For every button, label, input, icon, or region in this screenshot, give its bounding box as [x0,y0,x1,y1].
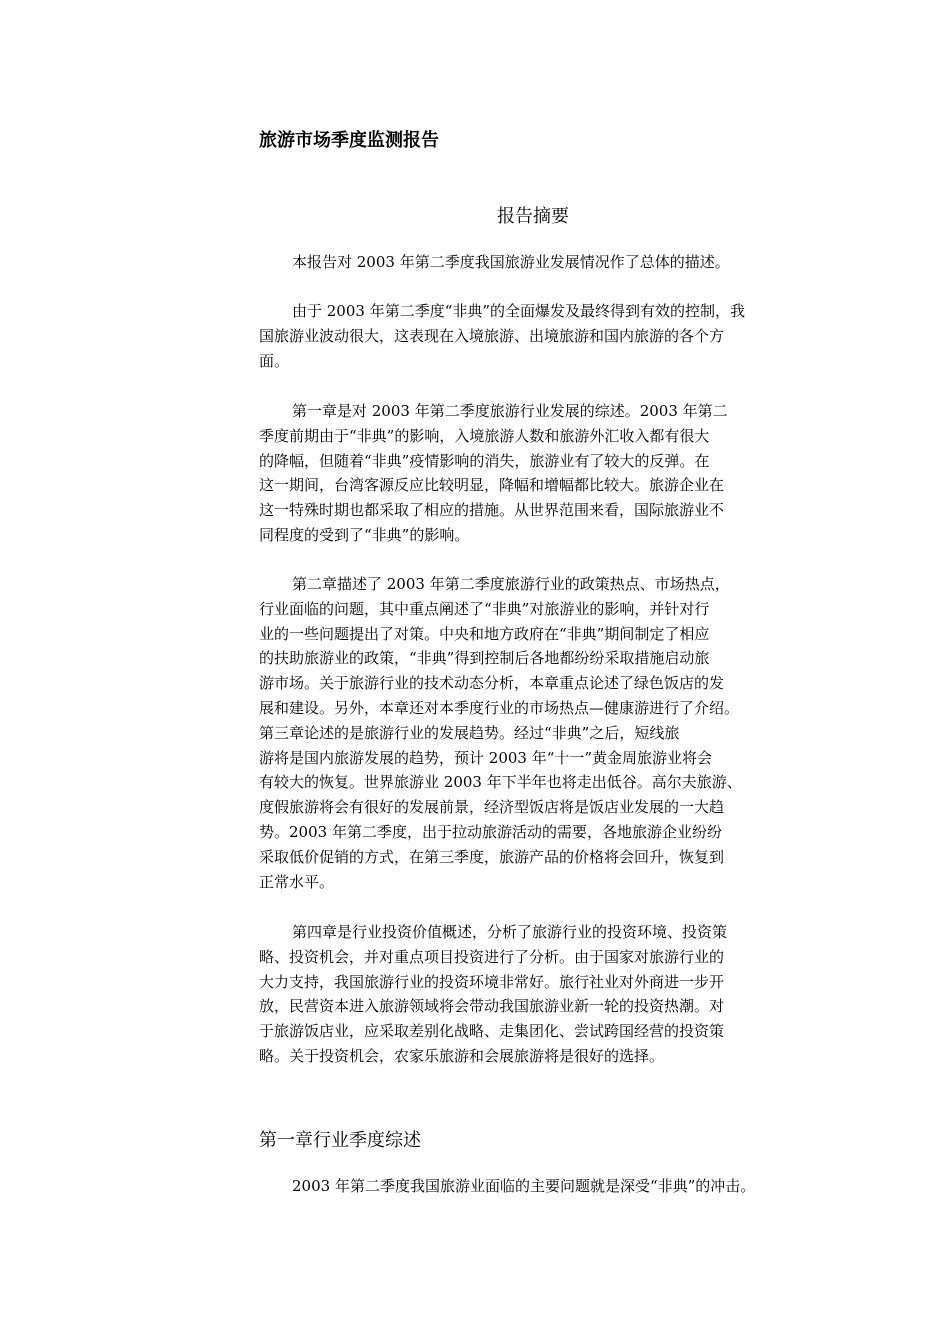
paragraph-line: 季度前期由于“非典”的影响，入境旅游人数和旅游外汇收入都有很大 [259,426,710,445]
paragraph-line: 正常水平。 [259,872,335,891]
paragraph-line: 游将是国内旅游发展的趋势，预计 2003 年“十一”黄金周旅游业将会 [259,748,713,767]
paragraph-line: 大力支持，我国旅游行业的投资环境非常好。旅行社业对外商进一步开 [259,972,725,991]
paragraph-line: 第二章描述了 2003 年第二季度旅游行业的政策热点、市场热点， [292,575,730,593]
paragraph-line: 有较大的恢复。世界旅游业 2003 年下半年也将走出低谷。高尔夫旅游、 [259,773,742,792]
paragraph-line: 第三章论述的是旅游行业的发展趋势。经过“非典”之后，短线旅 [259,723,680,742]
paragraph-line: 本报告对 2003 年第二季度我国旅游业发展情况作了总体的描述。 [292,253,730,271]
paragraph-line: 展和建设。另外，本章还对本季度行业的市场热点—健康游进行了介绍。 [259,698,740,717]
chapter-heading: 第一章行业季度综述 [259,1130,421,1151]
paragraph-line: 采取低价促销的方式，在第三季度，旅游产品的价格将会回升，恢复到 [259,847,725,866]
paragraph-overview [259,299,819,373]
paragraph-line: 第一章是对 2003 年第二季度旅游行业发展的综述。2003 年第二 [292,402,728,420]
paragraph-line: 2003 年第二季度我国旅游业面临的主要问题就是深受“非典”的冲击。 [292,1177,756,1195]
paragraph-line: 面。 [259,351,290,370]
paragraph-line: 这一特殊时期也都采取了相应的措施。从世界范围来看，国际旅游业不 [259,501,725,520]
paragraph-line: 业的一些问题提出了对策。中央和地方政府在“非典”期间制定了相应 [259,624,710,643]
paragraph-line: 势。2003 年第二季度，出于拉动旅游活动的需要，各地旅游企业纷纷 [259,822,722,841]
paragraph-line: 第四章是行业投资价值概述，分析了旅游行业的投资环境、投资策 [292,923,728,941]
paragraph-line: 行业面临的问题，其中重点阐述了“非典”对旅游业的影响，并针对行 [259,599,710,618]
paragraph-line: 的降幅，但随着“非典”疫情影响的消失，旅游业有了较大的反弹。在 [259,451,710,470]
paragraph-line: 的扶助旅游业的政策，“非典”得到控制后各地都纷纷采取措施启动旅 [259,649,710,668]
paragraph-line: 略。关于投资机会，农家乐旅游和会展旅游将是很好的选择。 [259,1046,665,1065]
paragraph-line: 国旅游业波动很大，这表现在入境旅游、出境旅游和国内旅游的各个方 [259,326,725,345]
paragraph-intro [259,250,819,275]
paragraph-line: 略、投资机会，并对重点项目投资进行了分析。由于国家对旅游行业的 [259,947,725,966]
chapter-paragraph [259,1174,819,1199]
paragraph-chapter-two-three-summary [259,572,819,894]
paragraph-line: 放，民营资本进入旅游领域将会带动我国旅游业新一轮的投资热潮。对 [259,997,725,1016]
paragraph-line: 度假旅游将会有很好的发展前景，经济型饭店将是饭店业发展的一大趋 [259,798,725,817]
paragraph-line: 由于 2003 年第二季度“非典”的全面爆发及最终得到有效的控制，我 [292,302,746,320]
paragraph-line: 于旅游饭店业，应采取差别化战略、走集团化、尝试跨国经营的投资策 [259,1022,725,1041]
document-title: 旅游市场季度监测报告 [259,130,439,151]
summary-heading: 报告摘要 [497,206,569,227]
paragraph-chapter-one-summary [259,399,819,548]
paragraph-line: 同程度的受到了“非典”的影响。 [259,525,470,544]
paragraph-chapter-four-summary [259,920,819,1069]
paragraph-line: 这一期间，台湾客源反应比较明显，降幅和增幅都比较大。旅游企业在 [259,476,725,495]
paragraph-line: 游市场。关于旅游行业的技术动态分析，本章重点论述了绿色饭店的发 [259,674,725,693]
